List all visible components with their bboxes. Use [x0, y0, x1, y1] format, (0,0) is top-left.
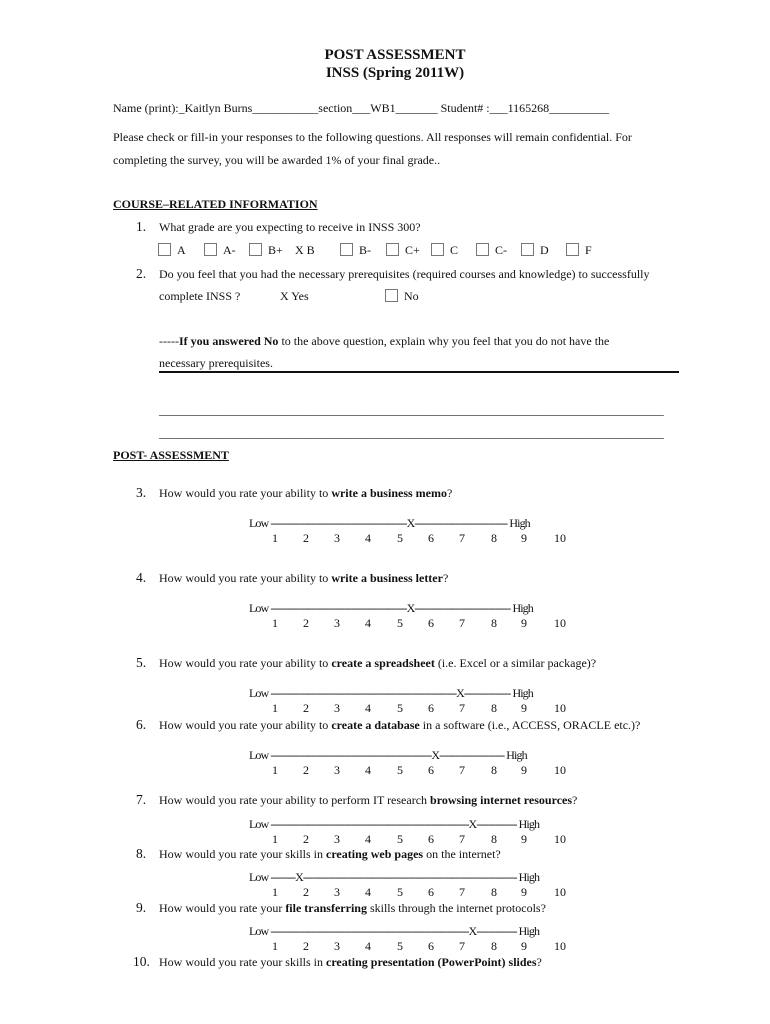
scale-number: 6: [428, 701, 434, 715]
question-number: 3.: [136, 485, 147, 500]
scale-number: 5: [397, 701, 403, 715]
scale-number: 2: [303, 616, 309, 630]
course-section-heading: COURSE–RELATED INFORMATION: [113, 197, 318, 211]
scale-number: 7: [459, 531, 465, 545]
scale-number: 6: [428, 885, 434, 899]
question-text: What grade are you expecting to receive in INSS 300?: [159, 220, 421, 234]
question-number: 8.: [136, 846, 147, 861]
scale-number: 4: [365, 939, 371, 953]
question-number: 7.: [136, 792, 147, 807]
rating-scale-line[interactable]: Low ----------------------------------------------------------------X------------- High: [249, 924, 540, 938]
checkbox-icon[interactable]: [249, 243, 262, 256]
checkbox-icon[interactable]: [521, 243, 534, 256]
scale-number: 3: [334, 939, 340, 953]
scale-number: 8: [491, 616, 497, 630]
divider-line: [159, 371, 679, 373]
rating-scale-line[interactable]: Low --------X--------------------------------------------------------------------- High: [249, 870, 540, 884]
prereq-yes-selected[interactable]: X Yes: [280, 289, 309, 303]
scale-number: 2: [303, 885, 309, 899]
scale-number: 2: [303, 939, 309, 953]
rating-question-text: How would you rate your ability to write a business letter?: [159, 571, 449, 585]
rating-question-text: How would you rate your ability to create a spreadsheet (i.e. Excel or a similar package)?: [159, 656, 597, 670]
scale-number: 4: [365, 616, 371, 630]
question-number: 2.: [136, 266, 147, 281]
scale-number: 10: [554, 763, 566, 777]
rating-question-text: How would you rate your ability to perform IT research browsing internet resources?: [159, 793, 578, 807]
scale-number: 9: [521, 939, 527, 953]
scale-number: 4: [365, 832, 371, 846]
scale-number: 8: [491, 939, 497, 953]
checkbox-icon[interactable]: [385, 289, 398, 302]
scale-number: 9: [521, 763, 527, 777]
answer-blank-line-2[interactable]: _______________________________________________________________________________________: [159, 426, 664, 440]
scale-number: 2: [303, 763, 309, 777]
grade-option-c-minus[interactable]: C-: [476, 243, 507, 258]
scale-number: 8: [491, 763, 497, 777]
grade-option-f[interactable]: F: [566, 243, 592, 258]
checkbox-icon[interactable]: [386, 243, 399, 256]
scale-number: 5: [397, 616, 403, 630]
scale-number: 4: [365, 531, 371, 545]
scale-number: 8: [491, 701, 497, 715]
grade-option-c[interactable]: C: [431, 243, 458, 258]
grade-option-b-minus[interactable]: B-: [340, 243, 371, 258]
scale-number: 1: [272, 701, 278, 715]
rating-question-text: How would you rate your ability to write a business memo?: [159, 486, 453, 500]
rating-scale-line[interactable]: Low ----------------------------------------------------------------X------------- High: [249, 817, 540, 831]
question-number: 9.: [136, 900, 147, 915]
scale-number: 6: [428, 832, 434, 846]
scale-number: 1: [272, 832, 278, 846]
scale-number: 4: [365, 763, 371, 777]
scale-number: 3: [334, 531, 340, 545]
checkbox-icon[interactable]: [476, 243, 489, 256]
rating-scale-line[interactable]: Low --------------------------------------------X------------------------------- High: [249, 601, 533, 615]
scale-number: 5: [397, 531, 403, 545]
intro-text-2: completing the survey, you will be awarded 1% of your final grade..: [113, 153, 441, 167]
post-assessment-heading: POST- ASSESSMENT: [113, 448, 229, 462]
scale-number: 3: [334, 616, 340, 630]
question-number: 10.: [133, 954, 150, 969]
scale-number: 2: [303, 832, 309, 846]
scale-number: 3: [334, 832, 340, 846]
question-number: 4.: [136, 570, 147, 585]
scale-number: 7: [459, 939, 465, 953]
scale-number: 10: [554, 939, 566, 953]
question-text: Do you feel that you had the necessary prerequisites (required courses and knowledge) to successfully: [159, 267, 650, 281]
scale-number: 1: [272, 939, 278, 953]
grade-option-a[interactable]: A: [158, 243, 186, 258]
scale-number: 10: [554, 616, 566, 630]
scale-number: 1: [272, 885, 278, 899]
scale-number: 5: [397, 832, 403, 846]
answer-blank-line-1[interactable]: _______________________________________________________________________________________: [159, 403, 664, 417]
scale-number: 8: [491, 832, 497, 846]
scale-number: 6: [428, 531, 434, 545]
scale-number: 8: [491, 531, 497, 545]
scale-number: 10: [554, 832, 566, 846]
intro-text-1: Please check or fill-in your responses to the following questions. All responses will remain confidential. For: [113, 130, 632, 144]
scale-number: 6: [428, 616, 434, 630]
scale-number: 9: [521, 616, 527, 630]
scale-number: 7: [459, 885, 465, 899]
question-text-cont: complete INSS ?: [159, 289, 241, 303]
document-subtitle: INSS (Spring 2011W): [325, 65, 465, 81]
scale-number: 3: [334, 763, 340, 777]
checkbox-icon[interactable]: [566, 243, 579, 256]
scale-number: 8: [491, 885, 497, 899]
scale-number: 1: [272, 763, 278, 777]
explain-instruction-cont: necessary prerequisites.: [159, 356, 273, 370]
explain-instruction: -----If you answered No to the above question, explain why you feel that you do not have the: [159, 334, 610, 348]
scale-number: 10: [554, 701, 566, 715]
grade-option-c-plus[interactable]: C+: [386, 243, 420, 258]
scale-number: 3: [334, 701, 340, 715]
rating-scale-line[interactable]: Low --------------------------------------------X------------------------------ High: [249, 516, 530, 530]
scale-number: 1: [272, 531, 278, 545]
prereq-no-option[interactable]: No: [385, 289, 419, 304]
scale-number: 7: [459, 701, 465, 715]
scale-number: 1: [272, 616, 278, 630]
rating-scale-line[interactable]: Low ----------------------------------------------------X--------------------- High: [249, 748, 527, 762]
scale-number: 7: [459, 616, 465, 630]
checkbox-icon[interactable]: [204, 243, 217, 256]
rating-question-text: How would you rate your skills in creating presentation (PowerPoint) slides?: [159, 955, 542, 969]
document-title: POST ASSESSMENT: [324, 47, 466, 63]
scale-number: 7: [459, 832, 465, 846]
question-number: 1.: [136, 219, 147, 234]
scale-number: 5: [397, 885, 403, 899]
scale-number: 10: [554, 885, 566, 899]
scale-number: 2: [303, 701, 309, 715]
scale-number: 9: [521, 832, 527, 846]
rating-question-text: How would you rate your ability to create a database in a software (i.e., ACCESS, ORACLE etc.)?: [159, 718, 641, 732]
grade-option-b-plus[interactable]: B+: [249, 243, 283, 258]
rating-question-text: How would you rate your skills in creating web pages on the internet?: [159, 847, 501, 861]
scale-number: 9: [521, 701, 527, 715]
grade-option-d[interactable]: D: [521, 243, 549, 258]
scale-number: 6: [428, 763, 434, 777]
scale-number: 5: [397, 939, 403, 953]
checkbox-icon[interactable]: [340, 243, 353, 256]
scale-number: 5: [397, 763, 403, 777]
question-number: 5.: [136, 655, 147, 670]
scale-number: 9: [521, 885, 527, 899]
scale-number: 2: [303, 531, 309, 545]
grade-option-b-selected[interactable]: X B: [295, 243, 315, 257]
scale-number: 6: [428, 939, 434, 953]
scale-number: 7: [459, 763, 465, 777]
scale-number: 10: [554, 531, 566, 545]
checkbox-icon[interactable]: [158, 243, 171, 256]
scale-number: 9: [521, 531, 527, 545]
rating-question-text: How would you rate your file transferring skills through the internet protocols?: [159, 901, 546, 915]
scale-number: 3: [334, 885, 340, 899]
scale-number: 4: [365, 885, 371, 899]
rating-scale-line[interactable]: Low ------------------------------------------------------------X--------------- High: [249, 686, 533, 700]
question-number: 6.: [136, 717, 147, 732]
student-info-line[interactable]: Name (print):_Kaitlyn Burns___________section___WB1_______ Student# :___1165268__________: [113, 101, 610, 115]
scale-number: 4: [365, 701, 371, 715]
checkbox-icon[interactable]: [431, 243, 444, 256]
grade-option-a-minus[interactable]: A-: [204, 243, 236, 258]
